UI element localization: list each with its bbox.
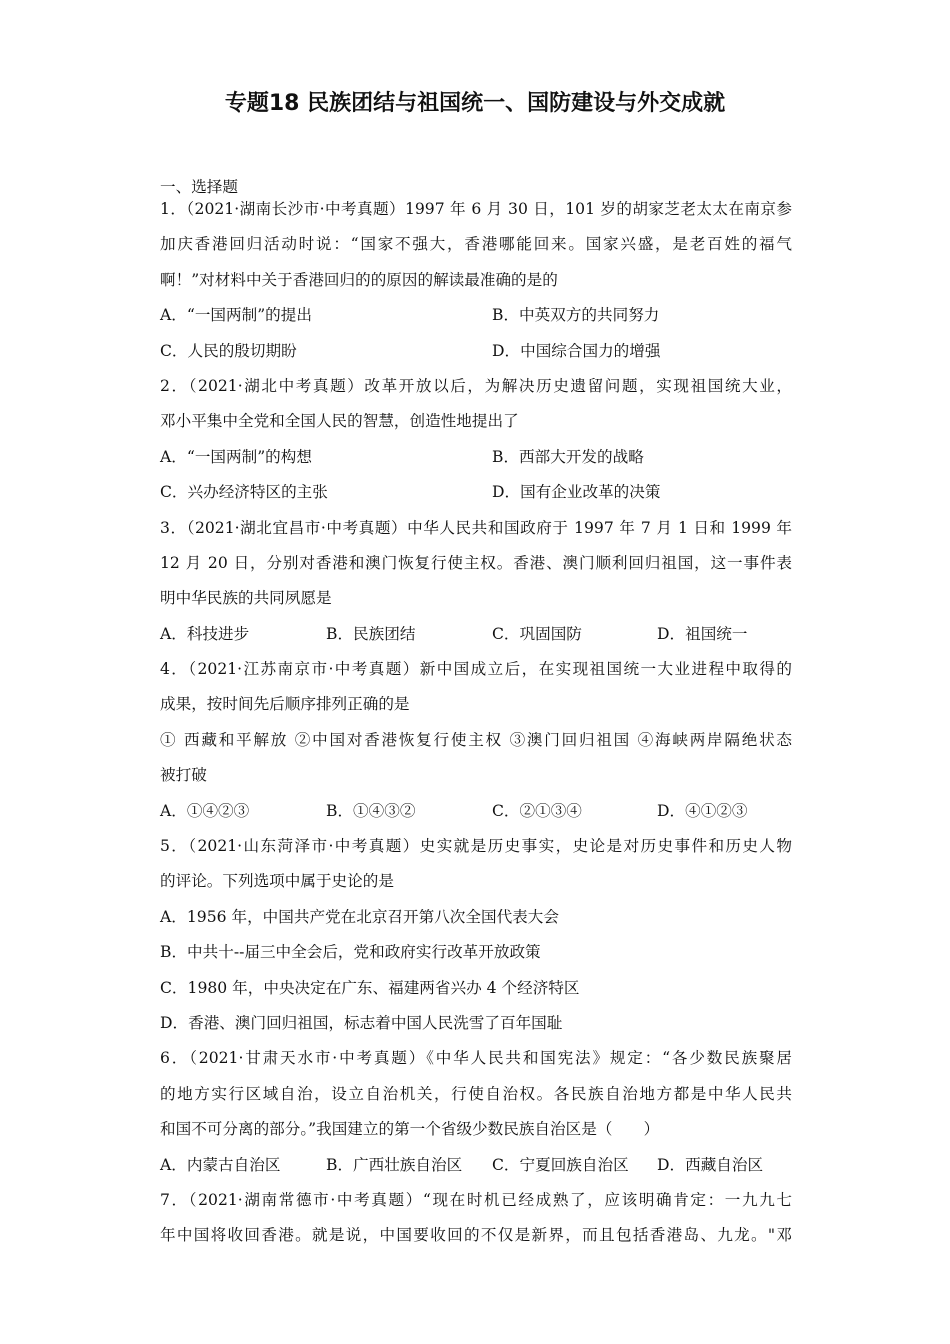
- option-d[interactable]: D．国有企业改革的决策: [492, 483, 661, 502]
- question-stem-line: 5．（2021·山东菏泽市·中考真题）史实就是历史事实，史论是对历史事件和历史人物: [160, 837, 792, 856]
- question-7: [160, 1189, 792, 1260]
- option-d[interactable]: D．中国综合国力的增强: [492, 341, 661, 360]
- option-row: [160, 304, 792, 339]
- option-a[interactable]: A．内蒙古自治区: [160, 1155, 281, 1174]
- option-a[interactable]: A．①④②③: [160, 801, 250, 820]
- option-b[interactable]: B．中共十--届三中全会后，党和政府实行改革开放政策: [160, 943, 541, 962]
- question-stem-line: 邓小平集中全党和全国人民的智慧，创造性地提出了: [160, 412, 519, 431]
- option-d[interactable]: D．④①②③: [657, 801, 748, 820]
- option-b[interactable]: B．①④③②: [326, 801, 416, 820]
- option-b[interactable]: B．中英双方的共同努力: [492, 306, 660, 325]
- question-stem-line: 成果，按时间先后顺序排列正确的是: [160, 695, 410, 714]
- question-4: [160, 658, 792, 835]
- question-stem-line: 6．（2021·甘肃天水市·中考真题）《中华人民共和国宪法》规定：“各少数民族聚居: [160, 1049, 792, 1068]
- option-a[interactable]: A．“一国两制”的构想: [160, 447, 312, 466]
- question-stem-line: 3．（2021·湖北宜昌市·中考真题）中华人民共和国政府于 1997 年 7 月 1 日和 1999 年: [160, 518, 792, 537]
- document-title: 专题18 民族团结与祖国统一、国防建设与外交成就: [224, 91, 726, 116]
- question-stem-line: 被打破: [160, 766, 207, 785]
- option-c[interactable]: C．兴办经济特区的主张: [160, 483, 328, 502]
- option-row: [160, 623, 792, 658]
- question-stem-line: 年中国将收回香港。就是说，中国要收回的不仅是新界，而且包括香港岛、九龙。"邓: [160, 1226, 792, 1245]
- option-d[interactable]: D．香港、澳门回归祖国，标志着中国人民洗雪了百年国耻: [160, 1013, 563, 1032]
- question-stem-line: 明中华民族的共同夙愿是: [160, 589, 332, 608]
- question-stem-line: 12 月 20 日，分别对香港和澳门恢复行使主权。香港、澳门顺利回归祖国，这一事件表: [160, 553, 792, 572]
- question-stem-line: 和国不可分离的部分。”我国建立的第一个省级少数民族自治区是（ ）: [160, 1120, 660, 1139]
- option-row: [160, 800, 792, 835]
- question-stem-line: 2．（2021·湖北中考真题）改革开放以后，为解决历史遗留问题，实现祖国统大业，: [160, 376, 792, 395]
- question-2: [160, 375, 792, 517]
- option-row: [160, 481, 792, 516]
- option-d[interactable]: D．西藏自治区: [657, 1155, 764, 1174]
- question-stem-line: ① 西藏和平解放 ②中国对香港恢复行使主权 ③澳门回归祖国 ④海峡两岸隔绝状态: [160, 730, 792, 749]
- option-b[interactable]: B．西部大开发的战略: [492, 447, 644, 466]
- question-stem-line: 的评论。下列选项中属于史论的是: [160, 872, 394, 891]
- question-list: [160, 176, 792, 1260]
- question-stem-line: 啊！”对材料中关于香港回归的的原因的解读最准确的是的: [160, 270, 558, 289]
- option-c[interactable]: C．巩固国防: [492, 624, 582, 643]
- question-stem-line: 7．（2021·湖南常德市·中考真题）“现在时机已经成熟了，应该明确肯定：一九九七: [160, 1190, 792, 1209]
- option-row: [160, 446, 792, 481]
- question-5: [160, 835, 792, 1047]
- option-row: [160, 340, 792, 375]
- option-d[interactable]: D．祖国统一: [657, 624, 748, 643]
- option-c[interactable]: C．人民的殷切期盼: [160, 341, 297, 360]
- option-a[interactable]: A．“一国两制”的提出: [160, 306, 312, 325]
- question-6: [160, 1047, 792, 1189]
- option-c[interactable]: C．1980 年，中央决定在广东、福建两省兴办 4 个经济特区: [160, 978, 580, 997]
- question-3: [160, 517, 792, 659]
- option-a[interactable]: A．1956 年，中国共产党在北京召开第八次全国代表大会: [160, 907, 559, 926]
- question-stem-line: 的地方实行区域自治，设立自治机关，行使自治权。各民族自治地方都是中华人民共: [160, 1084, 792, 1103]
- option-b[interactable]: B．广西壮族自治区: [326, 1155, 463, 1174]
- option-row: [160, 1154, 792, 1189]
- question-stem-line: 加庆香港回归活动时说：“国家不强大，香港哪能回来。国家兴盛，是老百姓的福气: [160, 235, 792, 254]
- option-c[interactable]: C．②①③④: [492, 801, 582, 820]
- question-stem-line: 4．（2021·江苏南京市·中考真题）新中国成立后，在实现祖国统一大业进程中取得的: [160, 660, 792, 679]
- question-stem-line: 1．（2021·湖南长沙市·中考真题）1997 年 6 月 30 日，101 岁的胡家芝老太太在南京参: [160, 200, 792, 218]
- option-b[interactable]: B．民族团结: [326, 624, 416, 643]
- option-c[interactable]: C．宁夏回族自治区: [492, 1155, 629, 1174]
- option-a[interactable]: A．科技进步: [160, 624, 250, 643]
- question-1: [160, 198, 792, 375]
- section-heading: 一、选择题: [160, 178, 238, 196]
